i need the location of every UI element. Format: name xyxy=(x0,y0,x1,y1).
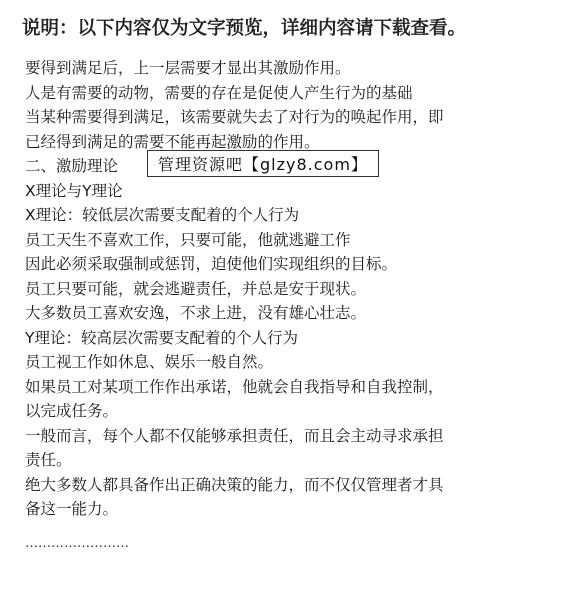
continuation-dots: …………………… xyxy=(25,536,129,551)
text-line: 已经得到满足的需要不能再起激励的作用。 xyxy=(25,132,320,151)
text-line: 当某种需要得到满足，该需要就失去了对行为的唤起作用，即 xyxy=(25,108,444,126)
text-line: 员工天生不喜欢工作，只要可能，他就逃避工作 xyxy=(25,230,351,249)
text-line: 要得到满足后，上一层需要才显出其激励作用。 xyxy=(25,59,351,77)
text-line: 备这一能力。 xyxy=(25,500,119,518)
text-line: 一般而言，每个人都不仅能够承担责任，而且会主动寻求承担 xyxy=(25,426,444,445)
watermark-stamp: 管理资源吧【glzy8.com】 xyxy=(147,150,379,177)
text-line: 员工视工作如休息、娱乐一般自然。 xyxy=(25,353,274,371)
text-line: X理论：较低层次需要支配着的个人行为 xyxy=(25,206,300,224)
section-heading: 二、激励理论 xyxy=(25,157,119,175)
text-line: 如果员工对某项工作作出承诺，他就会自我指导和自我控制， xyxy=(25,377,444,396)
document-body xyxy=(25,56,555,522)
subsection-heading: X理论与Y理论 xyxy=(25,181,123,200)
text-line: 责任。 xyxy=(25,451,72,469)
text-line: 因此必须采取强制或惩罚，迫使他们实现组织的目标。 xyxy=(25,255,398,273)
text-line: 员工只要可能，就会逃避责任，并总是安于现状。 xyxy=(25,279,367,298)
text-line: 绝大多数人都具备作出正确决策的能力，而不仅仅管理者才具 xyxy=(25,475,444,494)
text-line: 以完成任务。 xyxy=(25,402,119,420)
text-line: 大多数员工喜欢安逸，不求上进，没有雄心壮志。 xyxy=(25,304,367,322)
preview-notice: 说明：以下内容仅为文字预览，详细内容请下载查看。 xyxy=(22,18,467,39)
text-line: 人是有需要的动物，需要的存在是促使人产生行为的基础 xyxy=(25,83,413,102)
text-line: Y理论：较高层次需要支配着的个人行为 xyxy=(25,328,298,347)
